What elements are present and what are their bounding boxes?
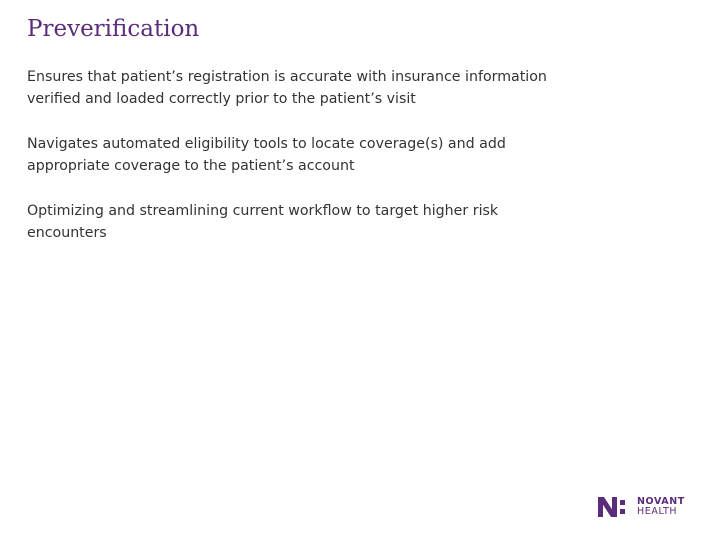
novant-n-logo-icon	[598, 496, 634, 518]
novant-health-logo	[598, 496, 685, 518]
logo-wordmark	[637, 497, 685, 518]
logo-line-1: NOVANT	[637, 495, 685, 507]
slide-title: Preverification	[27, 16, 200, 42]
bullet-list	[27, 66, 547, 267]
logo-line-2: HEALTH	[637, 506, 678, 517]
bullet-item: Ensures that patient’s registration is accurate with insurance information verified and loaded correctly prior to the patient’s visit	[27, 69, 547, 107]
bullet-item: Navigates automated eligibility tools to locate coverage(s) and add appropriate coverage to the patient’s account	[27, 136, 506, 174]
bullet-item: Optimizing and streamlining current workflow to target higher risk encounters	[27, 203, 499, 241]
